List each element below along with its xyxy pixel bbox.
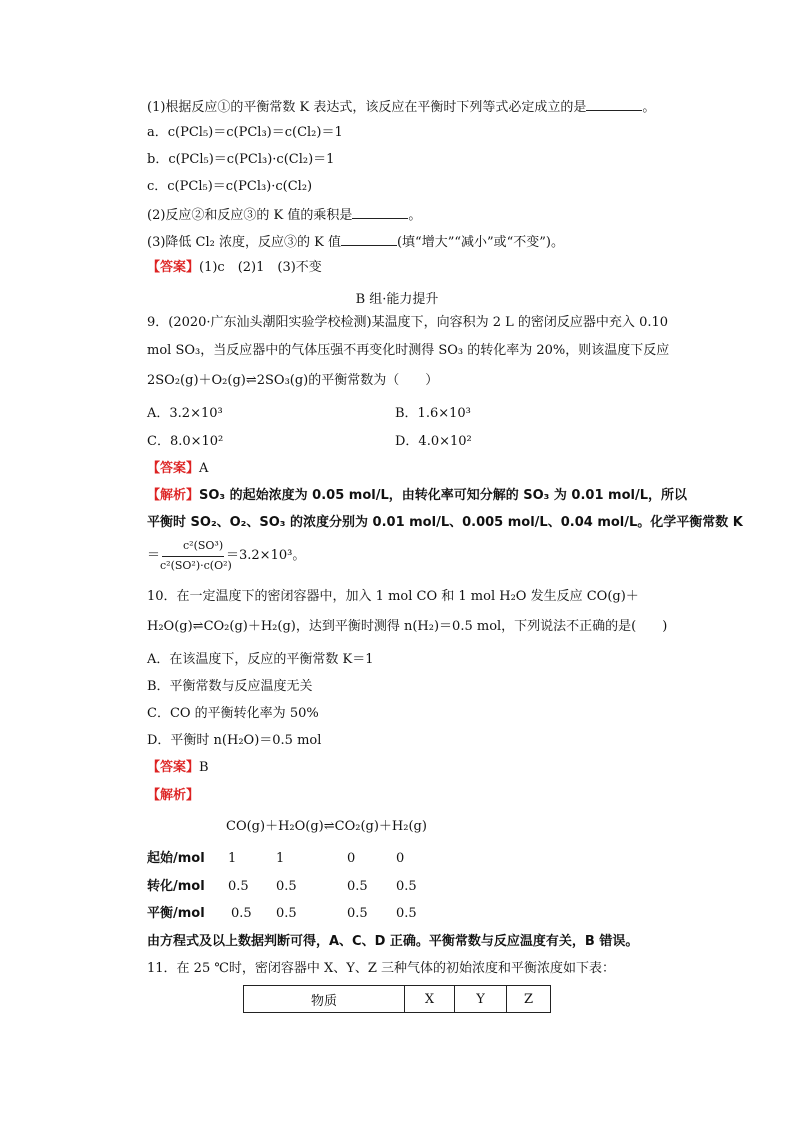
table-header-cell: X [405, 986, 455, 1013]
q9-option-d: D．4.0×10² [395, 434, 472, 449]
q10-conclusion: 由方程式及以上数据判断可得，A、C、D 正确。平衡常数与反应温度有关，B 错误。 [147, 934, 639, 949]
q9-line1: 9．(2020·广东汕头潮阳实验学校检测)某温度下，向容积为 2 L 的密闭反应器中充入 0.10 [147, 315, 669, 330]
answer-tag: 【答案】 [147, 260, 200, 275]
q10-analysis-tag [147, 787, 199, 805]
q9-line2: mol SO₃，当反应器中的气体压强不再变化时测得 SO₃ 的转化率为 20%，则该温度下反应 [147, 343, 670, 358]
calc-cell: 0.5 [396, 879, 417, 894]
q11-table [243, 985, 551, 1013]
q9-answer [147, 460, 208, 478]
fraction-bar [162, 556, 224, 557]
q8-option-b: b．c(PCl₅)＝c(PCl₃)·c(Cl₂)＝1 [147, 152, 335, 167]
q10-option-a: A．在该温度下，反应的平衡常数 K＝1 [147, 652, 374, 667]
q10-option-c: C．CO 的平衡转化率为 50% [147, 706, 319, 721]
calc-cell: 0.5 [396, 906, 417, 921]
q9-analysis1-text: SO₃ 的起始浓度为 0.05 mol/L，由转化率可知分解的 SO₃ 为 0.01 mol/L，所以 [199, 488, 687, 503]
q9-line3: 2SO₂(g)＋O₂(g)⇌2SO₃(g)的平衡常数为（ ） [147, 373, 439, 388]
q9-analysis-line1 [147, 487, 687, 505]
analysis-tag: 【解析】 [147, 788, 200, 803]
calc-row-label: 转化/mol [147, 879, 205, 894]
answer-tag: 【答案】 [147, 461, 200, 476]
table-row [244, 986, 551, 1013]
q8-answer-text: (1)c (2)1 (3)不变 [199, 260, 322, 275]
q8-part2-text: (2)反应②和反应③的 K 值的乘积是 [147, 208, 353, 223]
fraction-denominator: c²(SO²)·c(O²) [160, 559, 232, 572]
q8-part1 [147, 97, 655, 117]
q11-line1: 11．在 25 ℃时，密闭容器中 X、Y、Z 三种气体的初始浓度和平衡浓度如下表： [147, 961, 616, 976]
eq-suffix: ＝3.2×10³。 [226, 548, 306, 563]
q8-part3-end: (填“增大”“减小”或“不变”)。 [396, 235, 565, 250]
calc-cell: 0.5 [276, 906, 297, 921]
calc-cell: 0.5 [347, 906, 368, 921]
calc-row-label: 平衡/mol [147, 906, 205, 921]
q10-option-b: B．平衡常数与反应温度无关 [147, 679, 313, 694]
q8-option-c: c．c(PCl₅)＝c(PCl₃)·c(Cl₂) [147, 179, 313, 194]
fraction-numerator: c²(SO³) [183, 539, 224, 552]
answer-blank [352, 205, 408, 219]
q8-part1-text: (1)根据反应①的平衡常数 K 表达式，该反应在平衡时下列等式必定成立的是 [147, 100, 587, 115]
q8-answer [147, 259, 322, 277]
table-header-cell: 物质 [244, 986, 405, 1013]
q8-part3 [147, 232, 564, 252]
section-title: B 组·能力提升 [355, 292, 439, 307]
q9-option-a: A．3.2×10³ [147, 406, 223, 421]
table-header-cell: Z [507, 986, 551, 1013]
calc-cell: 1 [228, 851, 237, 866]
calc-cell: 0.5 [347, 879, 368, 894]
table-header-cell: Y [455, 986, 507, 1013]
q8-part2-end: 。 [408, 208, 422, 223]
q8-part2 [147, 205, 421, 225]
calc-cell: 0.5 [228, 879, 249, 894]
calc-cell: 1 [276, 851, 285, 866]
calc-cell: 0.5 [231, 906, 252, 921]
q9-option-b: B．1.6×10³ [395, 406, 471, 421]
answer-blank [341, 232, 397, 246]
q10-answer [147, 759, 209, 777]
q9-answer-text: A [199, 461, 209, 476]
eq-prefix: ＝ [147, 548, 161, 563]
calc-cell: 0.5 [276, 879, 297, 894]
q10-line1: 10．在一定温度下的密闭容器中，加入 1 mol CO 和 1 mol H₂O 发生反应 CO(g)＋ [147, 589, 639, 604]
q10-equation: CO(g)＋H₂O(g)⇌CO₂(g)＋H₂(g) [226, 819, 427, 834]
q8-part1-end: 。 [642, 100, 656, 115]
calc-cell: 0 [396, 851, 405, 866]
q10-answer-text: B [199, 760, 209, 775]
calc-row-label: 起始/mol [147, 851, 205, 866]
answer-blank [586, 97, 642, 111]
q9-analysis-line2: 平衡时 SO₂、O₂、SO₃ 的浓度分别为 0.01 mol/L、0.005 mol/L、0.04 mol/L。化学平衡常数 K [147, 515, 743, 530]
calc-cell: 0 [347, 851, 356, 866]
q8-option-a: a．c(PCl₅)＝c(PCl₃)＝c(Cl₂)＝1 [147, 125, 343, 140]
answer-tag: 【答案】 [147, 760, 200, 775]
q8-part3-text: (3)降低 Cl₂ 浓度，反应③的 K 值 [147, 235, 341, 250]
q10-option-d: D．平衡时 n(H₂O)＝0.5 mol [147, 733, 322, 748]
analysis-tag: 【解析】 [147, 488, 200, 503]
q9-option-c: C．8.0×10² [147, 434, 224, 449]
q10-line2: H₂O(g)⇌CO₂(g)＋H₂(g)，达到平衡时测得 n(H₂)＝0.5 mol，下列说法不正确的是( ) [147, 619, 668, 634]
